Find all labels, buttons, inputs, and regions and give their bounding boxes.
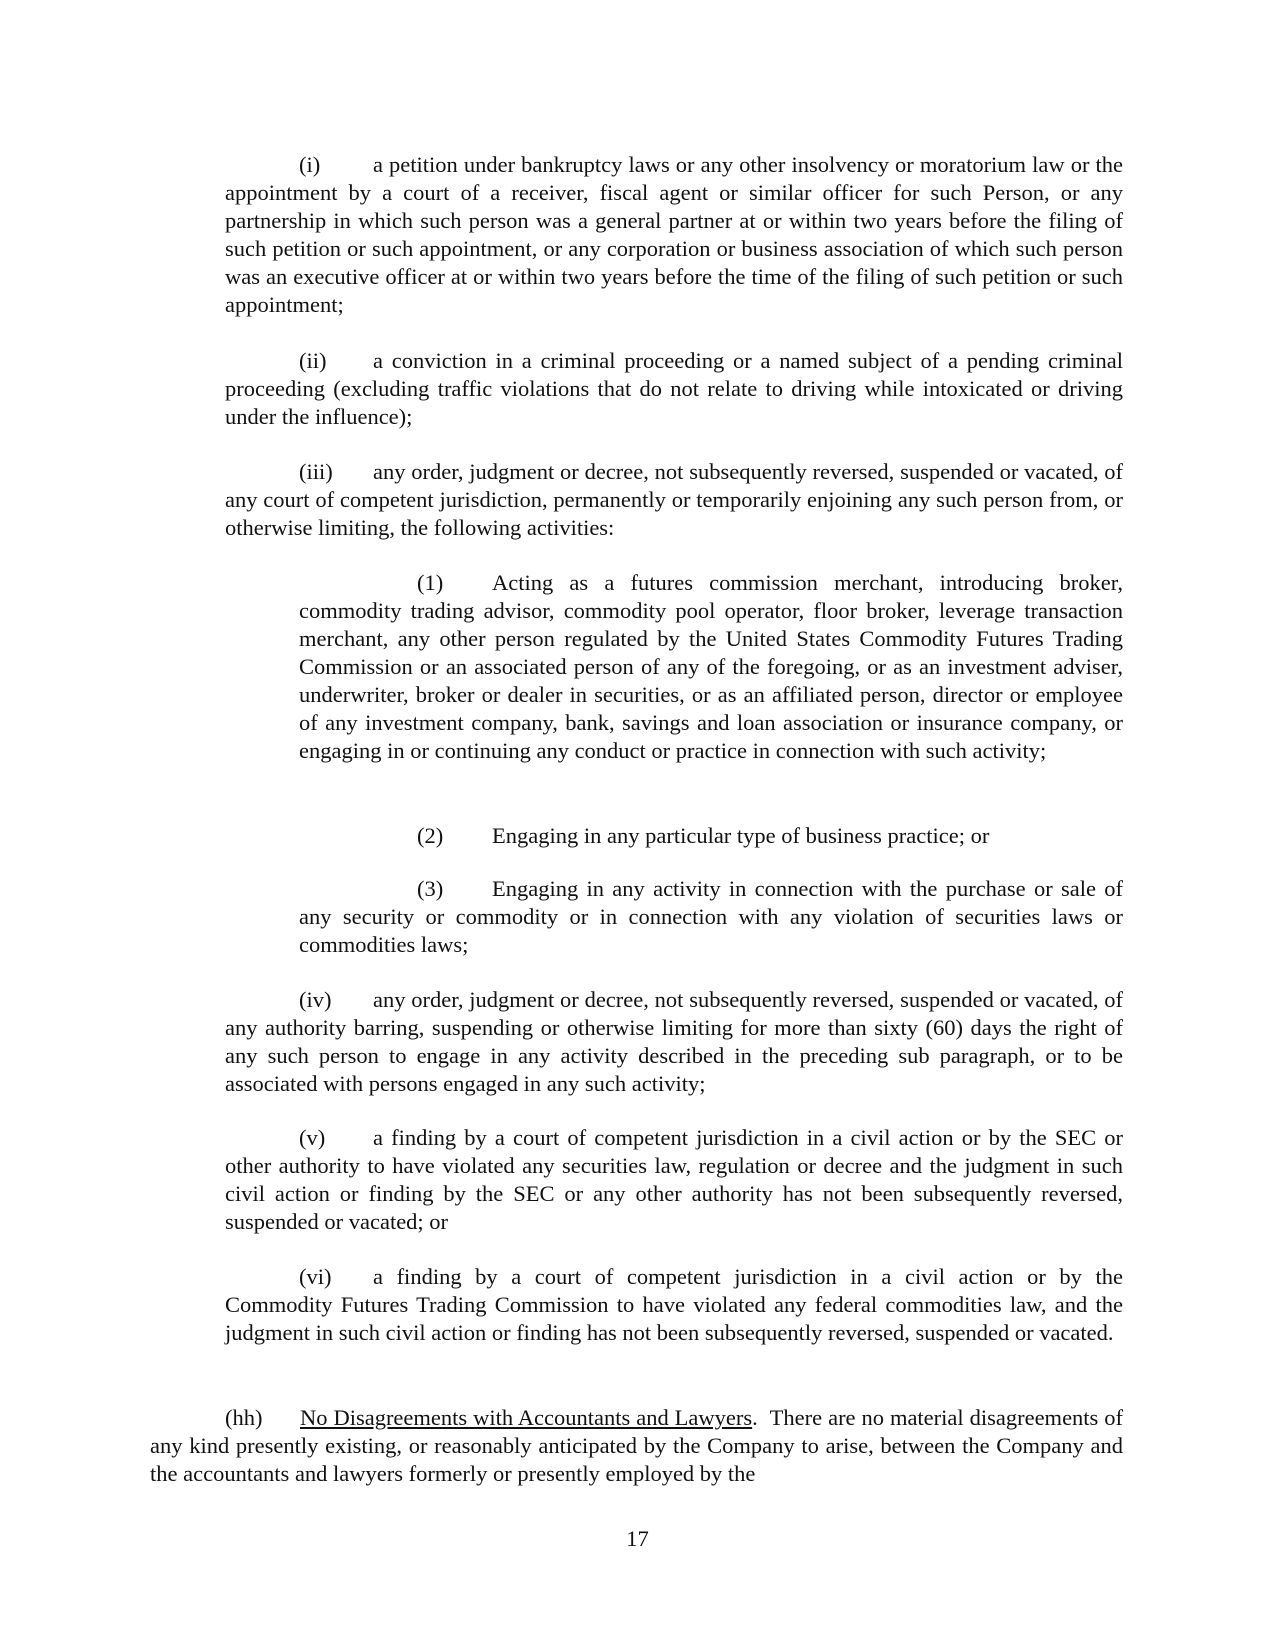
section-marker: (hh) (225, 1405, 263, 1430)
clause-marker: (i) (299, 152, 321, 177)
clause-marker: (iii) (299, 459, 333, 484)
clause-text: a finding by a court of competent jurisdiction in a civil action or by the Commodity Futures Trading Commission to have violated any federal commodities law, and the judgment in such civil action or finding has not been subsequently reversed, suspended or vacated. (225, 1264, 1123, 1345)
clause-text: a petition under bankruptcy laws or any other insolvency or moratorium law or the appointment by a court of a receiver, fiscal agent or similar officer for such Person, or any partnership in which such person was a general partner at or within two years before the filing of such petition or such appointment, or any corporation or business association of which such person was an executive officer at or within two years before the time of the filing of such petition or such appointment; (225, 152, 1123, 317)
page-number: 17 (626, 1526, 649, 1551)
clause-marker: (iv) (299, 987, 332, 1012)
section-text: There are no material disagreements of any kind presently existing, or reasonably anticipated by the Company to arise, between the Company and the accountants and lawyers formerly or presently employed by the (150, 1405, 1123, 1486)
subclause-2 (299, 822, 1123, 850)
subclause-marker: (2) (417, 823, 444, 848)
section-heading-period: . (752, 1405, 758, 1430)
subclause-text: Engaging in any activity in connection with the purchase or sale of any security or commodity or in connection with any violation of securities laws or commodities laws; (299, 876, 1123, 957)
section-heading: No Disagreements with Accountants and Lawyers (300, 1405, 753, 1430)
clause-i (225, 151, 1123, 319)
clause-iii (225, 458, 1123, 542)
clause-v (225, 1124, 1123, 1236)
clause-text: a conviction in a criminal proceeding or a named subject of a pending criminal proceeding (excluding traffic violations that do not relate to driving while intoxicated or driving under the influence); (225, 348, 1123, 429)
clause-iv (225, 986, 1123, 1098)
subclause-3 (299, 875, 1123, 959)
subclause-marker: (3) (417, 876, 444, 901)
clause-marker: (vi) (299, 1264, 332, 1289)
section-hh (150, 1404, 1123, 1488)
clause-vi (225, 1263, 1123, 1347)
subclause-text: Engaging in any particular type of business practice; or (492, 823, 990, 848)
subclause-1 (299, 569, 1123, 765)
clause-marker: (v) (299, 1125, 326, 1150)
clause-ii (225, 347, 1123, 431)
subclause-text: Acting as a futures commission merchant, introducing broker, commodity trading advisor, commodity pool operator, floor broker, leverage transaction merchant, any other person regulated by the United States Commodity Futures Trading Commission or an associated person of any of the foregoing, or as an investment adviser, underwriter, broker or dealer in securities, or as an affiliated person, director or employee of any investment company, bank, savings and loan association or insurance company, or engaging in or continuing any conduct or practice in connection with such activity; (299, 570, 1123, 763)
clause-text: any order, judgment or decree, not subsequently reversed, suspended or vacated, of any court of competent jurisdiction, permanently or temporarily enjoining any such person from, or otherwise limiting, the following activities: (225, 459, 1123, 540)
clause-marker: (ii) (299, 348, 327, 373)
clause-text: any order, judgment or decree, not subsequently reversed, suspended or vacated, of any authority barring, suspending or otherwise limiting for more than sixty (60) days the right of any such person to engage in any activity described in the preceding sub paragraph, or to be associated with persons engaged in any such activity; (225, 987, 1123, 1096)
subclause-marker: (1) (417, 570, 444, 595)
clause-text: a finding by a court of competent jurisdiction in a civil action or by the SEC or other authority to have violated any securities law, regulation or decree and the judgment in such civil action or finding by the SEC or any other authority has not been subsequently reversed, suspended or vacated; or (225, 1125, 1123, 1234)
